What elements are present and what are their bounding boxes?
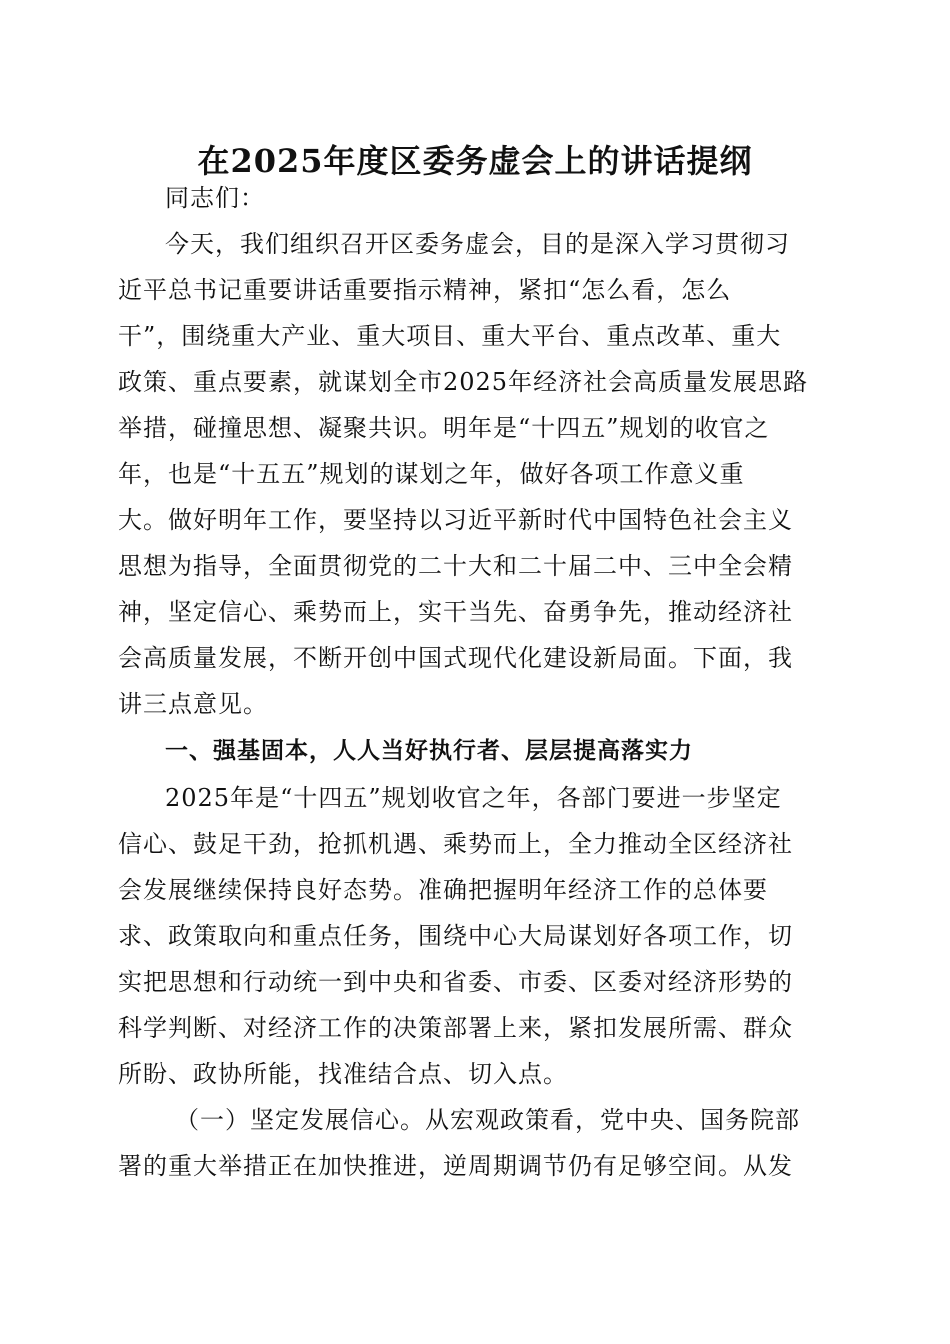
paragraph-2-line: 2025年是“十四五”规划收官之年，各部门要进一步坚定 xyxy=(165,784,782,812)
paragraph-1-line: 思想为指导，全面贯彻党的二十大和二十届二中、三中全会精 xyxy=(118,552,793,580)
paragraph-2-line: 实把思想和行动统一到中央和省委、市委、区委对经济形势的 xyxy=(118,968,793,996)
paragraph-2-line: 所盼、政协所能，找准结合点、切入点。 xyxy=(118,1060,568,1088)
paragraph-3-line: 署的重大举措正在加快推进，逆周期调节仍有足够空间。从发 xyxy=(118,1152,793,1180)
document-title: 在2025年度区委务虚会上的讲话提纲 xyxy=(197,142,753,180)
paragraph-2-line: 求、政策取向和重点任务，围绕中心大局谋划好各项工作，切 xyxy=(118,922,793,950)
paragraph-1-line: 举措，碰撞思想、凝聚共识。明年是“十四五”规划的收官之 xyxy=(118,414,770,442)
paragraph-1-line: 大。做好明年工作，要坚持以习近平新时代中国特色社会主义 xyxy=(118,506,793,534)
paragraph-1-line: 讲三点意见。 xyxy=(118,690,268,718)
paragraph-1-line: 神，坚定信心、乘势而上，实干当先、奋勇争先，推动经济社 xyxy=(118,598,793,626)
paragraph-2-line: 信心、鼓足干劲，抢抓机遇、乘势而上，全力推动全区经济社 xyxy=(118,830,793,858)
paragraph-1-line: 干”，围绕重大产业、重大项目、重大平台、重点改革、重大 xyxy=(118,322,782,350)
paragraph-1-line: 近平总书记重要讲话重要指示精神，紧扣“怎么看，怎么 xyxy=(118,276,732,304)
paragraph-2-line: 科学判断、对经济工作的决策部署上来，紧扣发展所需、群众 xyxy=(118,1014,793,1042)
paragraph-1-line: 年，也是“十五五”规划的谋划之年，做好各项工作意义重 xyxy=(118,460,745,488)
paragraph-1-line: 会高质量发展，不断开创中国式现代化建设新局面。下面，我 xyxy=(118,644,793,672)
section-heading-1: 一、强基固本，人人当好执行者、层层提高落实力 xyxy=(165,738,693,764)
paragraph-1-line: 今天，我们组织召开区委务虚会，目的是深入学习贯彻习 xyxy=(165,230,790,258)
paragraph-1-line: 政策、重点要素，就谋划全市2025年经济社会高质量发展思路 xyxy=(118,368,809,396)
salutation: 同志们： xyxy=(165,184,265,212)
paragraph-3-line: （一）坚定发展信心。从宏观政策看，党中央、国务院部 xyxy=(175,1106,800,1134)
paragraph-2-line: 会发展继续保持良好态势。准确把握明年经济工作的总体要 xyxy=(118,876,768,904)
